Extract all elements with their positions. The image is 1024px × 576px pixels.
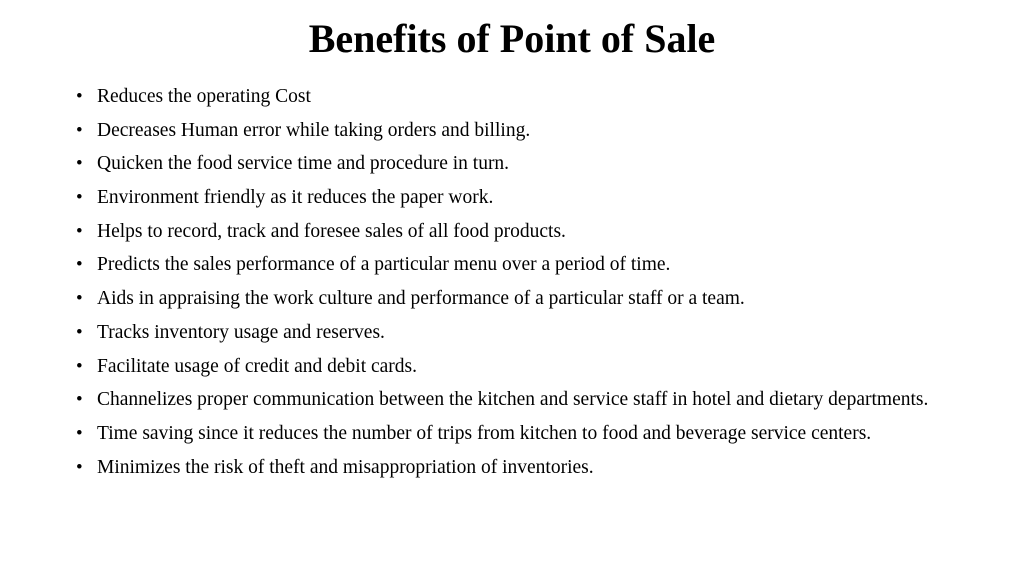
bullet-text: Time saving since it reduces the number of trips from kitchen to food and beverage service centers. [97, 422, 872, 444]
bullet-dot-icon: • [76, 153, 83, 175]
bullet-item [76, 85, 946, 108]
bullet-item [76, 186, 946, 209]
bullet-text: Reduces the operating Cost [97, 86, 311, 107]
bullet-dot-icon: • [76, 187, 83, 209]
bullet-dot-icon: • [76, 456, 83, 478]
bullet-item [76, 456, 946, 479]
bullet-dot-icon: • [76, 355, 83, 377]
bullet-dot-icon: • [76, 389, 83, 411]
bullet-item [76, 152, 946, 175]
bullet-text: Tracks inventory usage and reserves. [97, 321, 385, 343]
bullet-dot-icon: • [76, 254, 83, 276]
bullet-item [76, 287, 946, 310]
bullet-dot-icon: • [76, 422, 83, 444]
bullet-text: Environment friendly as it reduces the paper work. [97, 187, 494, 209]
bullet-text: Quicken the food service time and procedure in turn. [97, 153, 510, 175]
bullet-dot-icon: • [76, 119, 83, 141]
bullet-text: Facilitate usage of credit and debit cards. [97, 355, 417, 377]
bullet-text: Aids in appraising the work culture and performance of a particular staff or a team. [97, 288, 745, 310]
bullet-item [76, 119, 946, 142]
bullet-dot-icon: • [76, 321, 83, 343]
bullet-item [76, 355, 946, 378]
bullet-dot-icon: • [76, 220, 83, 242]
bullet-text: Channelizes proper communication between the kitchen and service staff in hotel and dietary departments. [97, 389, 929, 411]
bullet-item [76, 321, 946, 344]
bullet-text: Helps to record, track and foresee sales of all food products. [97, 220, 566, 242]
bullet-dot-icon: • [76, 86, 83, 107]
bullet-list [76, 85, 946, 489]
bullet-item [76, 253, 946, 276]
bullet-dot-icon: • [76, 288, 83, 310]
bullet-item [76, 220, 946, 243]
slide-title: Benefits of Point of Sale [308, 16, 716, 61]
bullet-text: Decreases Human error while taking orders and billing. [97, 119, 531, 141]
bullet-text: Predicts the sales performance of a particular menu over a period of time. [97, 254, 671, 276]
bullet-text: Minimizes the risk of theft and misappropriation of inventories. [97, 456, 594, 478]
bullet-item [76, 388, 946, 411]
bullet-item [76, 422, 946, 445]
